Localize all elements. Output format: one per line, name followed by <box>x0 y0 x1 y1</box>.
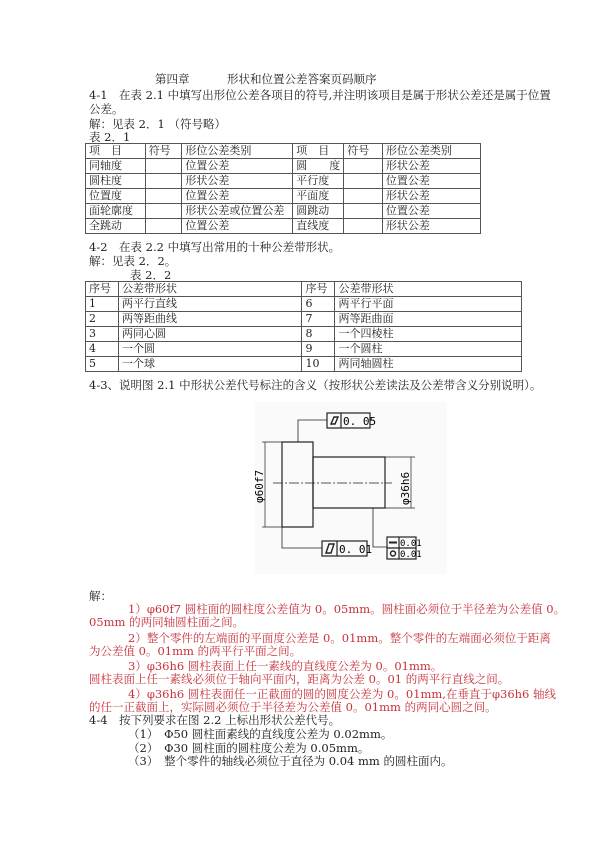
table-header-row <box>86 144 481 159</box>
table-cell <box>145 174 182 189</box>
table-cell: 一个四棱柱 <box>335 327 522 342</box>
answer-line: 圆柱表面上任一素线必须位于轴向平面内，距离为公差 0。01 的两平行直线之间。 <box>89 672 510 686</box>
table-row <box>86 342 522 357</box>
header-cell: 公差带形状 <box>118 282 302 297</box>
tolerance-bottom-value: 0. 01 <box>339 543 373 556</box>
requirement-item: （1） Φ50 圆柱面素线的直线度公差为 0.02mm。 <box>128 727 393 741</box>
table-row <box>86 159 481 174</box>
table-cell: 形状公差 <box>382 219 480 234</box>
tolerance-top-value: 0. 05 <box>343 415 377 428</box>
requirement-item: （2） Φ30 圆柱面的圆柱度公差为 0.05mm。 <box>128 741 370 755</box>
table-row <box>86 327 522 342</box>
tolerance-right-value-1: 0.01 <box>400 539 422 549</box>
table-cell: 直线度 <box>293 219 344 234</box>
table-cell: 4 <box>86 342 119 357</box>
table-row <box>86 219 481 234</box>
table-cell: 形状公差 <box>382 189 480 204</box>
table-2-2 <box>85 281 522 372</box>
header-cell: 序号 <box>86 282 119 297</box>
question-4-4: 4-4 按下列要求在图 2.2 上标出形状公差代号。 <box>89 713 341 727</box>
table-cell: 全跳动 <box>86 219 146 234</box>
table-cell: 位置公差 <box>182 189 293 204</box>
table-row <box>86 312 522 327</box>
table-cell: 位置公差 <box>182 219 293 234</box>
header-cell: 形位公差类别 <box>382 144 480 159</box>
table-cell: 一个圆 <box>118 342 302 357</box>
dimension-left-label: φ60f7 <box>253 469 266 503</box>
table-cell: 两平行直线 <box>118 297 302 312</box>
answer-4-3-label: 解： <box>89 589 112 603</box>
table-cell: 两等距曲面 <box>335 312 522 327</box>
table-cell: 2 <box>86 312 119 327</box>
table-cell: 8 <box>302 327 335 342</box>
table-row <box>86 189 481 204</box>
table-cell <box>344 219 383 234</box>
answer-line: 为公差值 0。01mm 的两平行平面之间。 <box>89 644 302 658</box>
table-cell: 位置公差 <box>382 174 480 189</box>
table-cell: 同轴度 <box>86 159 146 174</box>
table-cell: 9 <box>302 342 335 357</box>
table-cell: 位置公差 <box>382 204 480 219</box>
table-2-1-caption: 表 2．1 <box>89 130 131 144</box>
requirement-item: （3） 整个零件的轴线必须位于直径为 0.04 mm 的圆柱面内。 <box>128 754 453 768</box>
answer-line: 1）φ60f7 圆柱面的圆柱度公差值为 0。05mm。圆柱面必须位于半径差为公差值 0。 <box>128 602 566 616</box>
table-cell: 两同轴圆柱 <box>335 357 522 372</box>
table-cell: 平面度 <box>293 189 344 204</box>
table-cell: 两平行平面 <box>335 297 522 312</box>
table-cell: 形状公差或位置公差 <box>182 204 293 219</box>
answer-line: 3）φ36h6 圆柱表面上任一素线的直线度公差为 0。01mm。 <box>128 659 443 673</box>
table-row <box>86 357 522 372</box>
table-cell: 平行度 <box>293 174 344 189</box>
table-cell <box>344 189 383 204</box>
header-cell: 序号 <box>302 282 335 297</box>
table-cell: 位置度 <box>86 189 146 204</box>
figure-2-1 <box>240 400 450 578</box>
table-cell: 3 <box>86 327 119 342</box>
table-cell <box>344 174 383 189</box>
table-cell <box>145 189 182 204</box>
table-cell: 1 <box>86 297 119 312</box>
header-cell: 符号 <box>145 144 182 159</box>
answer-line: 的任一正截面上，实际圆必须位于半径差为公差值 0。01mm 的两同心圆之间。 <box>89 700 497 714</box>
answer-line: 05mm 的两同轴圆柱面之间。 <box>89 615 245 629</box>
page-title: 形状和位置公差答案页码顺序 <box>227 72 377 86</box>
table-cell: 形状公差 <box>182 174 293 189</box>
table-cell: 两同心圆 <box>118 327 302 342</box>
answer-line: 4）φ36h6 圆柱表面任一正截面的圆的圆度公差为 0。01mm,在垂直于φ36h6 轴线 <box>128 687 557 701</box>
answer-line: 2）整个零件的左端面的平面度公差是 0。01mm。整个零件的左端面必须位于距离 <box>128 631 551 645</box>
header-cell: 公差带形状 <box>335 282 522 297</box>
table-cell: 一个球 <box>118 357 302 372</box>
table-cell: 两等距曲线 <box>118 312 302 327</box>
table-2-1 <box>85 143 481 234</box>
table-cell: 面轮廓度 <box>86 204 146 219</box>
question-4-2: 4-2 在表 2.2 中填写出常用的十种公差带形状。 <box>89 240 341 254</box>
question-4-1-cont: 公差。 <box>89 102 124 116</box>
table-cell: 圆 度 <box>293 159 344 174</box>
table-cell: 圆柱度 <box>86 174 146 189</box>
table-row <box>86 174 481 189</box>
table-2-2-caption: 表 2．2 <box>130 268 172 282</box>
header-cell: 项 目 <box>86 144 146 159</box>
header-cell: 形位公差类别 <box>182 144 293 159</box>
table-header-row <box>86 282 522 297</box>
question-4-3: 4-3、说明图 2.1 中形状公差代号标注的含义（按形状公差读法及公差带含义分别说明）。 <box>89 378 542 392</box>
table-cell <box>145 204 182 219</box>
header-cell: 符号 <box>344 144 383 159</box>
chapter-label: 第四章 <box>155 72 190 86</box>
table-cell: 一个圆柱 <box>335 342 522 357</box>
table-cell: 位置公差 <box>182 159 293 174</box>
table-cell <box>145 219 182 234</box>
table-cell: 形状公差 <box>382 159 480 174</box>
dimension-right-label: φ36h6 <box>399 471 412 505</box>
table-row <box>86 297 522 312</box>
header-cell: 项 目 <box>293 144 344 159</box>
answer-4-2: 解：见表 2．2。 <box>89 254 177 268</box>
question-4-1: 4-1 在表 2.1 中填写出形位公差各项目的符号,并注明该项目是属于形状公差还是属于位置 <box>89 88 551 102</box>
table-cell <box>145 159 182 174</box>
table-cell <box>344 159 383 174</box>
table-cell: 圆跳动 <box>293 204 344 219</box>
table-cell <box>344 204 383 219</box>
table-cell: 7 <box>302 312 335 327</box>
answer-4-1: 解：见表 2．1 （符号略） <box>89 117 226 131</box>
table-cell: 5 <box>86 357 119 372</box>
table-cell: 10 <box>302 357 335 372</box>
tolerance-right-value-2: 0.01 <box>400 550 422 560</box>
table-row <box>86 204 481 219</box>
table-cell: 6 <box>302 297 335 312</box>
